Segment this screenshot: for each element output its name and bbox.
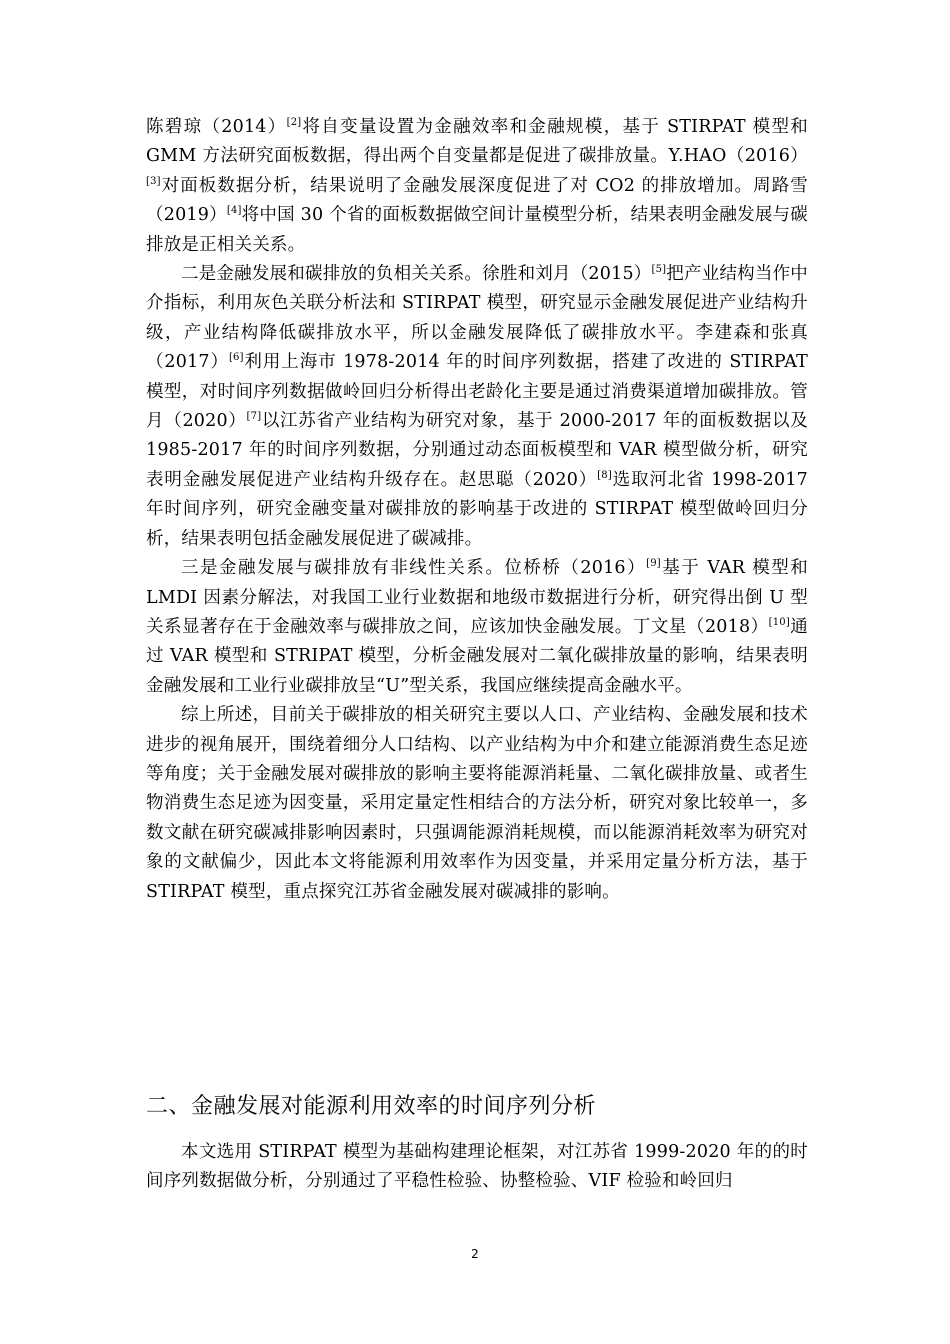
paragraph-text: 综上所述，目前关于碳排放的相关研究主要以人口、产业结构、金融发展和技术进步的视角展开，围绕着细分人口结构、以产业结构为中介和建立能源消费生态足迹等角度；关于金融发展对碳排放的影响主要将能源消耗量、二氧化碳排放量、或者生物消费生态足迹为因变量，采用定量定性相结合的方法分析，研究对象比较单一，多数文献在研究碳减排影响因素时，只强调能源消耗规模，而以能源消耗效率为研究对象的文献偏少，因此本文将能源利用效率作为因变量，并采用定量分析方法，基于 STIRPAT 模型，重点探究江苏省金融发展对碳减排的影响。 (146, 705, 808, 902)
citation-marker: [10] (768, 616, 790, 628)
citation-marker: [3] (146, 175, 161, 187)
paragraph-text: 把产业结构当作中介指标，利用灰色关联分析法和 STIRPAT 模型，研究显示金融发展促进产业结构升级，产业结构降低碳排放水平，所以金融发展降低了碳排放水平。李建森和张真（2017） (146, 264, 808, 373)
paragraph-text: 将中国 30 个省的面板数据做空间计量模型分析，结果表明金融发展与碳排放是正相关关系。 (146, 205, 808, 255)
paragraph-text: 二是金融发展和碳排放的负相关关系。徐胜和刘月（2015） (181, 264, 652, 285)
citation-marker: [8] (597, 469, 612, 481)
section-heading: 二、金融发展对能源利用效率的时间序列分析 (146, 1094, 597, 1119)
paragraph-text: 将自变量设置为金融效率和金融规模，基于 STIRPAT 模型和 GMM 方法研究面板数据，得出两个自变量都是促进了碳排放量。Y.HAO（2016） (146, 117, 808, 167)
paragraph (146, 260, 808, 554)
paragraph-text: 基于 VAR 模型和 LMDI 因素分解法，对我国工业行业数据和地级市数据进行分析，研究得出倒 U 型关系显著存在于金融效率与碳排放之间，应该加快金融发展。丁文星（2018） (146, 558, 809, 637)
citation-marker: [4] (226, 205, 242, 217)
paragraph-text: 对面板数据分析，结果说明了金融发展深度促进了对 CO2 的排放增加。周路雪（2019） (146, 175, 808, 226)
paragraph-text: 以江苏省产业结构为研究对象，基于 2000-2017 年的面板数据以及 1985-2017 年的时间序列数据，分别通过动态面板模型和 VAR 模型做分析，研究表明金融发展促进产业结构升级存在。赵思聪（2020） (146, 411, 809, 490)
section-body (146, 1138, 808, 1197)
citation-marker: [2] (286, 117, 302, 128)
paragraph-text: 三是金融发展与碳排放有非线性关系。位桥桥（2016） (181, 558, 647, 579)
citation-marker: [6] (228, 352, 244, 364)
paragraph (146, 113, 808, 260)
section-paragraph: 本文选用 STIRPAT 模型为基础构建理论框架，对江苏省 1999-2020 年的的时间序列数据做分析，分别通过了平稳性检验、协整检验、VIF 检验和岭回归 (146, 1142, 808, 1192)
citation-marker: [7] (246, 411, 262, 423)
paragraph-text: 通过 VAR 模型和 STRIPAT 模型，分析金融发展对二氧化碳排放量的影响，结果表明金融发展和工业行业碳排放呈“U”型关系，我国应继续提高金融水平。 (146, 616, 808, 696)
paragraph (146, 554, 808, 701)
paragraph (146, 701, 808, 907)
body-text (146, 113, 808, 907)
paragraph-text: 利用上海市 1978-2014 年的时间序列数据，搭建了改进的 STIRPAT 模型，对时间序列数据做岭回归分析得出老龄化主要是通过消费渠道增加碳排放。管月（2020） (146, 352, 808, 432)
page-number: 2 (471, 1247, 479, 1261)
paragraph-text: 陈碧琼（2014） (146, 117, 287, 137)
citation-marker: [9] (646, 558, 661, 570)
paragraph-text: 选取河北省 1998-2017 年时间序列，研究金融变量对碳排放的影响基于改进的 STIRPAT 模型做岭回归分析，结果表明包括金融发展促进了碳减排。 (146, 469, 808, 549)
citation-marker: [5] (651, 264, 667, 276)
